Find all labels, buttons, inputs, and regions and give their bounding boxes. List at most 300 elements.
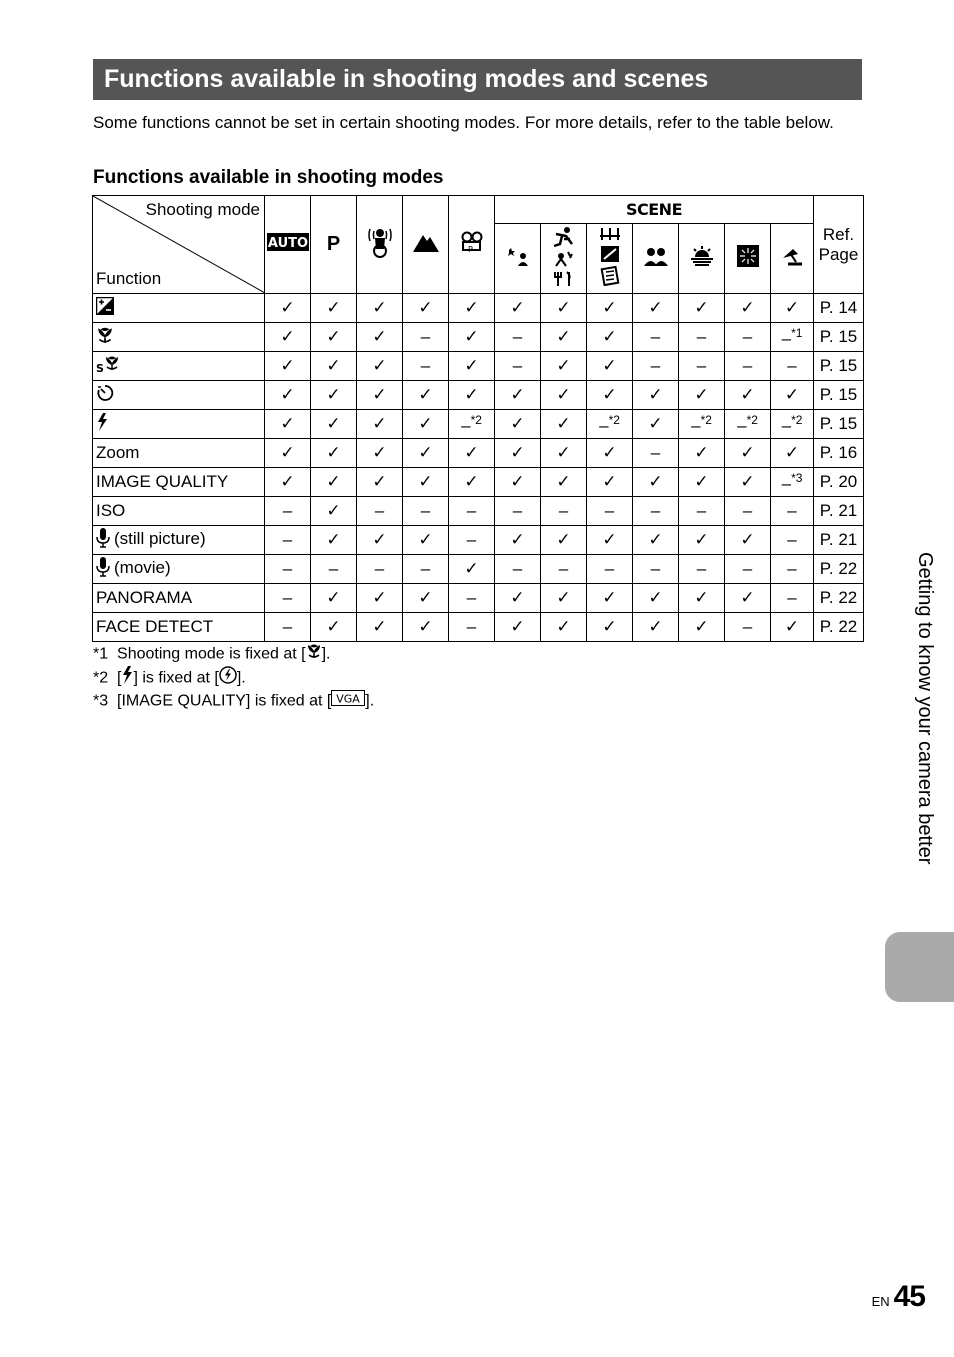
availability-cell (771, 410, 814, 439)
availability-mark: ✓ (740, 385, 755, 404)
ref-page-cell: P. 14 (814, 294, 864, 323)
availability-cell (495, 323, 541, 352)
ref-page-cell: P. 15 (814, 352, 864, 381)
table-row (93, 381, 864, 410)
availability-cell (679, 294, 725, 323)
availability-mark: – (787, 530, 797, 549)
availability-cell (403, 497, 449, 526)
availability-cell (403, 613, 449, 642)
availability-cell (495, 497, 541, 526)
function-name-cell (93, 613, 265, 642)
availability-cell (587, 352, 633, 381)
availability-cell (725, 352, 771, 381)
availability-mark: ✓ (326, 501, 341, 520)
availability-cell (265, 555, 311, 584)
page-number-block (872, 1280, 925, 1314)
availability-mark: ✓ (326, 356, 341, 375)
availability-mark: ✓ (694, 472, 709, 491)
availability-mark: ✓ (280, 356, 295, 375)
availability-mark: ✓ (556, 617, 571, 636)
availability-mark: ✓ (372, 356, 387, 375)
availability-mark: ✓ (280, 443, 295, 462)
self-portrait-icon (644, 246, 668, 271)
availability-mark: ✓ (418, 472, 433, 491)
exposure-compensation-icon (96, 297, 114, 320)
availability-cell (357, 613, 403, 642)
super-macro-icon (96, 355, 120, 378)
availability-cell (679, 352, 725, 381)
availability-cell (403, 439, 449, 468)
availability-mark: – (787, 588, 797, 607)
function-name: (still picture) (114, 529, 206, 549)
mode-auto-header (265, 196, 311, 294)
availability-mark: ✓ (556, 472, 571, 491)
table-row (93, 294, 864, 323)
availability-cell (541, 584, 587, 613)
availability-cell (449, 584, 495, 613)
page-number: 45 (893, 1280, 925, 1313)
availability-mark: ✓ (326, 472, 341, 491)
availability-cell (357, 526, 403, 555)
table-row (93, 613, 864, 642)
availability-mark: – (558, 501, 569, 520)
table-row (93, 468, 864, 497)
availability-cell (265, 410, 311, 439)
availability-mark: – (650, 356, 661, 375)
availability-cell (541, 323, 587, 352)
flash-off-icon (219, 666, 237, 691)
availability-mark: ✓ (372, 472, 387, 491)
availability-mark: ✓ (464, 385, 479, 404)
availability-cell (357, 294, 403, 323)
availability-mark: ✓ (510, 472, 525, 491)
availability-mark: ✓ (556, 588, 571, 607)
function-name: PANORAMA (96, 588, 193, 607)
availability-mark: ✓ (326, 414, 341, 433)
availability-cell (357, 352, 403, 381)
availability-cell (541, 410, 587, 439)
availability-mark: ✓ (280, 414, 295, 433)
availability-mark: ✓ (694, 617, 709, 636)
availability-cell (265, 294, 311, 323)
availability-mark: ✓ (372, 617, 387, 636)
availability-cell (633, 352, 679, 381)
availability-mark: ✓ (510, 385, 525, 404)
availability-cell (449, 468, 495, 497)
availability-mark: – (282, 501, 293, 520)
table-row (93, 584, 864, 613)
availability-cell (725, 613, 771, 642)
availability-cell (449, 439, 495, 468)
availability-cell (541, 497, 587, 526)
ref-page-cell: P. 15 (814, 410, 864, 439)
availability-mark: ✓ (740, 443, 755, 462)
availability-cell (403, 468, 449, 497)
footnote-1: *1 Shooting mode is fixed at [ ]. (93, 643, 374, 666)
availability-mark: – (691, 415, 701, 435)
availability-cell (541, 352, 587, 381)
availability-mark: ✓ (556, 530, 571, 549)
availability-cell (495, 526, 541, 555)
availability-cell (633, 439, 679, 468)
availability-mark: ✓ (464, 298, 479, 317)
svg-text:AUTO: AUTO (267, 236, 308, 251)
scene-fireworks-header (725, 224, 771, 294)
footnote-reference: *2 (470, 412, 482, 427)
availability-cell (495, 468, 541, 497)
availability-cell (311, 584, 357, 613)
availability-cell (495, 584, 541, 613)
availability-cell (771, 584, 814, 613)
availability-cell (725, 468, 771, 497)
availability-mark: – (696, 559, 707, 578)
footnote-reference: *2 (608, 412, 620, 427)
availability-cell (265, 468, 311, 497)
scene-header (495, 196, 814, 224)
availability-mark: ✓ (648, 385, 663, 404)
availability-mark: ✓ (648, 530, 663, 549)
section-side-tab (885, 932, 954, 1002)
function-name-cell (93, 410, 265, 439)
intro-paragraph: Some functions cannot be set in certain shooting modes. For more details, refer to the table below. (93, 113, 834, 132)
function-name-cell (93, 497, 265, 526)
availability-cell (495, 294, 541, 323)
availability-mark: – (604, 501, 615, 520)
availability-mark: ✓ (694, 530, 709, 549)
availability-cell (311, 555, 357, 584)
availability-mark: ✓ (418, 530, 433, 549)
function-label: Function (96, 269, 162, 288)
scene-sunset-header (679, 224, 725, 294)
availability-cell (633, 497, 679, 526)
availability-mark: ✓ (372, 298, 387, 317)
availability-mark: – (737, 415, 747, 435)
sunset-icon (690, 246, 714, 271)
availability-mark: ✓ (602, 327, 617, 346)
availability-mark: – (512, 501, 523, 520)
availability-cell (587, 294, 633, 323)
auto-icon (267, 233, 309, 256)
table-row (93, 526, 864, 555)
availability-cell (771, 294, 814, 323)
availability-cell (679, 526, 725, 555)
footnotes (93, 643, 374, 713)
availability-cell (403, 323, 449, 352)
availability-cell (403, 526, 449, 555)
availability-mark: ✓ (326, 588, 341, 607)
table-row (93, 352, 864, 381)
availability-mark: – (696, 501, 707, 520)
availability-mark: ✓ (372, 414, 387, 433)
availability-mark: ✓ (602, 472, 617, 491)
availability-cell (495, 352, 541, 381)
availability-mark: ✓ (648, 414, 663, 433)
availability-mark: ✓ (418, 443, 433, 462)
availability-cell (587, 555, 633, 584)
availability-cell (357, 468, 403, 497)
availability-cell (357, 497, 403, 526)
availability-mark: ✓ (694, 298, 709, 317)
functions-table (92, 195, 864, 642)
availability-cell (679, 323, 725, 352)
availability-cell (311, 323, 357, 352)
availability-mark: ✓ (326, 617, 341, 636)
function-name-cell (93, 526, 265, 555)
availability-mark: ✓ (464, 327, 479, 346)
footnote-reference: *2 (791, 412, 803, 427)
availability-cell (587, 613, 633, 642)
availability-cell (495, 381, 541, 410)
availability-cell (633, 526, 679, 555)
availability-cell (587, 410, 633, 439)
availability-cell (771, 381, 814, 410)
function-name: Zoom (96, 443, 140, 462)
availability-cell (311, 410, 357, 439)
footnote-reference: *3 (791, 470, 803, 485)
macro-icon (306, 643, 322, 666)
availability-cell (771, 555, 814, 584)
availability-mark: ✓ (556, 356, 571, 375)
availability-mark: ✓ (602, 385, 617, 404)
availability-mark: ✓ (602, 530, 617, 549)
availability-cell (725, 439, 771, 468)
function-name-cell (93, 323, 265, 352)
availability-mark: – (420, 356, 431, 375)
footnote-reference: *1 (791, 325, 803, 340)
table-row (93, 555, 864, 584)
availability-mark: ✓ (648, 617, 663, 636)
function-name: ISO (96, 501, 126, 520)
ref-page-cell: P. 20 (814, 468, 864, 497)
mode-landscape-header (403, 196, 449, 294)
availability-mark: – (282, 530, 293, 549)
mode-dis-header (357, 196, 403, 294)
availability-mark: – (696, 327, 707, 346)
availability-mark: ✓ (510, 588, 525, 607)
availability-cell (633, 555, 679, 584)
availability-cell (725, 526, 771, 555)
availability-cell (265, 526, 311, 555)
ref-page-cell: P. 15 (814, 381, 864, 410)
microphone-icon (96, 557, 110, 582)
availability-cell (495, 439, 541, 468)
availability-mark: – (328, 559, 339, 578)
availability-cell (541, 439, 587, 468)
availability-cell (311, 526, 357, 555)
availability-mark: – (742, 356, 753, 375)
availability-mark: – (420, 559, 431, 578)
availability-cell (725, 584, 771, 613)
availability-cell (265, 497, 311, 526)
availability-mark: ✓ (418, 385, 433, 404)
availability-mark: ✓ (602, 356, 617, 375)
availability-cell (633, 410, 679, 439)
availability-mark: – (466, 588, 477, 607)
availability-cell (449, 323, 495, 352)
svg-text:P: P (467, 245, 473, 253)
table-row (93, 439, 864, 468)
availability-cell (679, 613, 725, 642)
availability-cell (449, 352, 495, 381)
availability-mark: – (742, 559, 753, 578)
availability-cell (679, 497, 725, 526)
availability-mark: ✓ (510, 298, 525, 317)
table-row (93, 410, 864, 439)
section-subheading: Functions available in shooting modes (93, 167, 444, 188)
availability-mark: ✓ (556, 443, 571, 462)
availability-cell (679, 410, 725, 439)
availability-mark: – (696, 356, 707, 375)
availability-mark: ✓ (556, 385, 571, 404)
self-timer-icon (96, 384, 114, 407)
availability-cell (265, 323, 311, 352)
scene-self-portrait-header (633, 224, 679, 294)
availability-cell (403, 555, 449, 584)
availability-cell (725, 410, 771, 439)
availability-mark: ✓ (326, 443, 341, 462)
sport-indoor-cuisine-icon (552, 226, 576, 291)
scene-beach-snow-header (771, 224, 814, 294)
availability-mark: ✓ (418, 298, 433, 317)
ref-page-cell: P. 21 (814, 526, 864, 555)
availability-cell (311, 352, 357, 381)
availability-cell (771, 323, 814, 352)
availability-mark: ✓ (464, 443, 479, 462)
availability-mark: ✓ (464, 559, 479, 578)
availability-cell (495, 613, 541, 642)
availability-mark: – (742, 501, 753, 520)
availability-cell (725, 294, 771, 323)
shooting-mode-label: Shooting mode (145, 200, 260, 219)
scene-label: SCENE (625, 199, 682, 219)
availability-cell (449, 613, 495, 642)
availability-mark: ✓ (464, 472, 479, 491)
availability-mark: – (742, 617, 753, 636)
availability-mark: ✓ (784, 443, 800, 462)
availability-mark: – (420, 327, 431, 346)
section-side-tab-text: Getting to know your camera better (914, 552, 936, 865)
availability-cell (587, 439, 633, 468)
availability-cell (633, 613, 679, 642)
availability-cell (771, 352, 814, 381)
availability-mark: – (466, 530, 477, 549)
availability-mark: ✓ (556, 414, 571, 433)
availability-cell (311, 439, 357, 468)
table-row (93, 323, 864, 352)
availability-mark: ✓ (740, 588, 755, 607)
availability-cell (403, 294, 449, 323)
function-name-cell (93, 584, 265, 613)
availability-cell (265, 439, 311, 468)
table-row (93, 497, 864, 526)
availability-cell (771, 468, 814, 497)
availability-mark: – (558, 559, 569, 578)
availability-cell (771, 613, 814, 642)
availability-cell (449, 555, 495, 584)
availability-cell (265, 381, 311, 410)
ref-page-cell: P. 22 (814, 555, 864, 584)
function-name: (movie) (114, 558, 171, 578)
availability-cell (403, 381, 449, 410)
availability-cell (265, 613, 311, 642)
corner-header (93, 196, 265, 294)
availability-cell (587, 526, 633, 555)
page-title: Functions available in shooting modes and scenes (104, 65, 709, 93)
availability-cell (449, 381, 495, 410)
availability-mark: ✓ (556, 327, 571, 346)
availability-mark: ✓ (326, 530, 341, 549)
availability-cell (587, 468, 633, 497)
availability-mark: ✓ (602, 588, 617, 607)
availability-cell (633, 381, 679, 410)
function-name-cell (93, 381, 265, 410)
availability-cell (679, 439, 725, 468)
availability-cell (357, 439, 403, 468)
availability-cell (311, 613, 357, 642)
availability-cell (449, 497, 495, 526)
availability-mark: – (781, 328, 792, 348)
availability-cell (541, 381, 587, 410)
mode-program-header (311, 196, 357, 294)
availability-cell (311, 497, 357, 526)
availability-mark: – (781, 415, 792, 435)
function-name-cell (93, 555, 265, 584)
availability-cell (587, 381, 633, 410)
candle-behind-glass-documents-icon (598, 226, 622, 291)
availability-mark: – (650, 327, 661, 346)
availability-mark: – (650, 559, 661, 578)
fireworks-icon (737, 245, 759, 272)
ref-page-cell: P. 16 (814, 439, 864, 468)
availability-cell (449, 294, 495, 323)
availability-cell (357, 410, 403, 439)
flash-icon (121, 666, 133, 691)
availability-mark: ✓ (418, 414, 433, 433)
availability-mark: – (282, 617, 293, 636)
availability-mark: – (466, 501, 477, 520)
availability-cell (541, 468, 587, 497)
availability-mark: – (650, 443, 661, 462)
availability-mark: – (604, 559, 615, 578)
availability-cell (403, 352, 449, 381)
availability-cell (541, 555, 587, 584)
availability-mark: ✓ (648, 472, 663, 491)
availability-mark: ✓ (372, 530, 387, 549)
availability-cell (541, 526, 587, 555)
beach-snow-icon (780, 246, 804, 271)
availability-mark: ✓ (740, 530, 755, 549)
microphone-icon (96, 528, 110, 553)
digital-image-stabilization-icon (366, 225, 394, 264)
availability-cell (541, 613, 587, 642)
scene-night-portrait-header (495, 224, 541, 294)
availability-mark: – (781, 473, 792, 493)
footnote-reference: *2 (746, 412, 758, 427)
function-name-cell (93, 294, 265, 323)
ref-page-cell: P. 22 (814, 584, 864, 613)
availability-mark: – (466, 617, 477, 636)
availability-cell (725, 323, 771, 352)
ref-page-cell: P. 22 (814, 613, 864, 642)
availability-mark: – (787, 559, 797, 578)
availability-mark: ✓ (648, 588, 663, 607)
availability-mark: ✓ (372, 588, 387, 607)
ref-header-line2: Page (818, 244, 859, 264)
availability-cell (587, 323, 633, 352)
availability-cell (265, 584, 311, 613)
availability-cell (633, 584, 679, 613)
availability-cell (449, 410, 495, 439)
